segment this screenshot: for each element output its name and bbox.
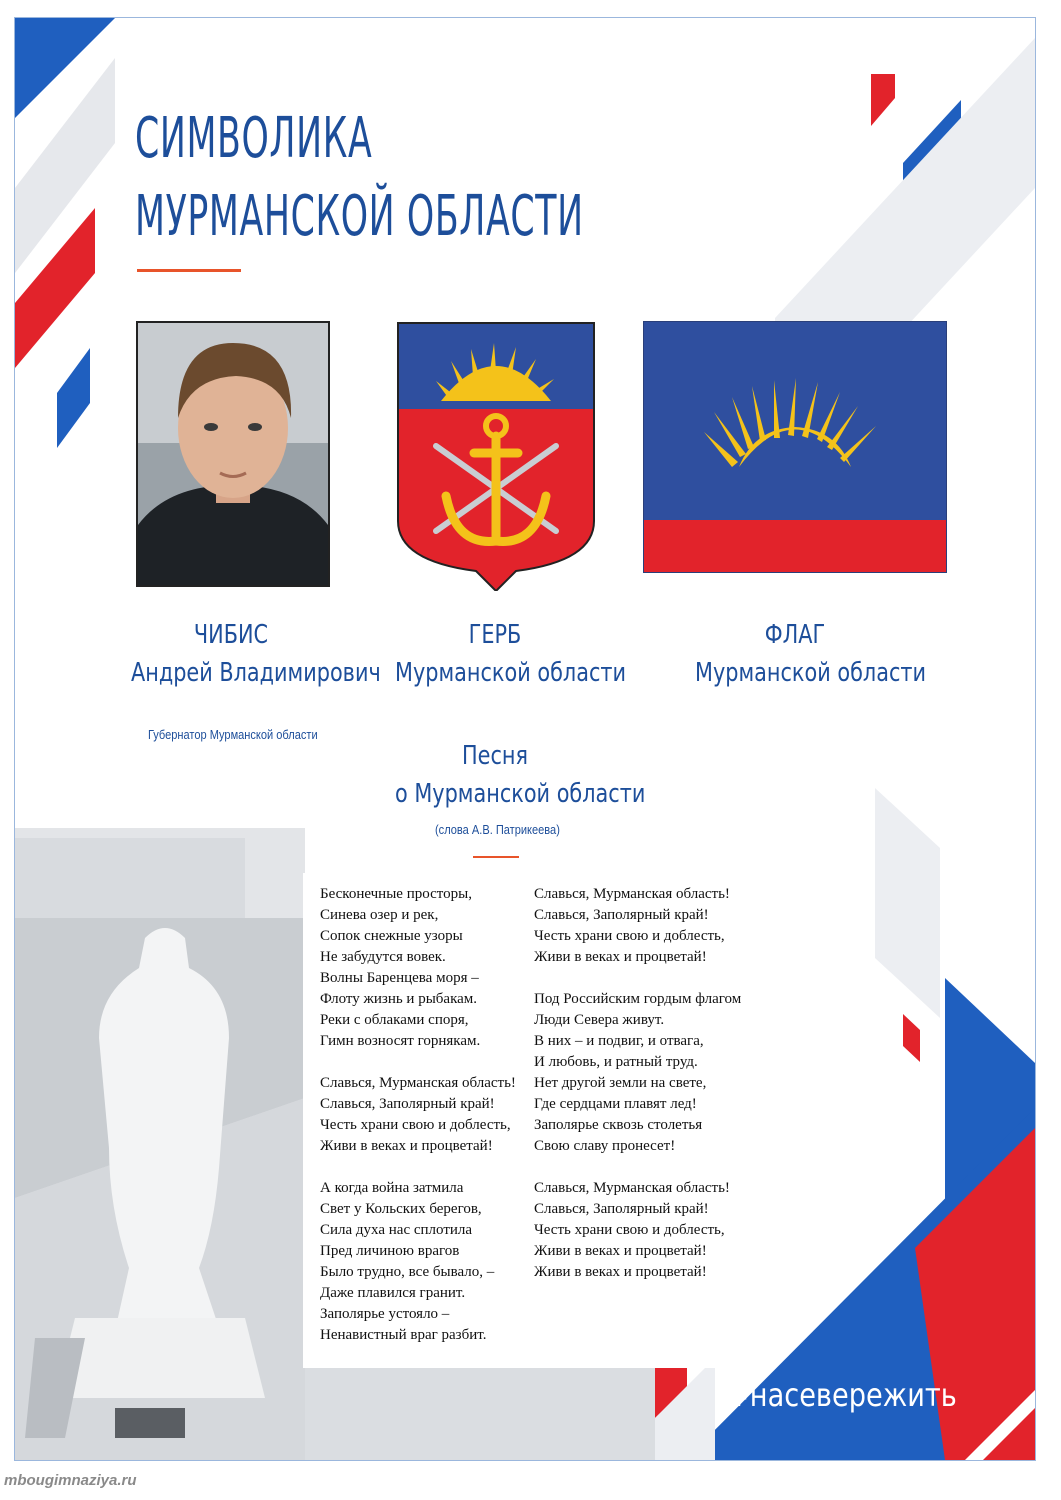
lyric-line: Живи в веках и процветай! — [534, 949, 707, 965]
lyric-line: Славься, Мурманская область! — [534, 1180, 730, 1196]
song-underline — [473, 856, 519, 858]
lyric-line: Честь храни свою и доблесть, — [534, 1222, 725, 1238]
lyric-line: Даже плавился гранит. — [320, 1285, 466, 1301]
title-line-2: МУРМАНСКОЙ ОБЛАСТИ — [135, 184, 584, 249]
coat-of-arms-caption — [370, 616, 627, 692]
lyric-line: Ненавистный враг разбит. — [320, 1327, 487, 1343]
region-flag — [643, 321, 947, 573]
lyric-line: Славься, Заполярный край! — [534, 1201, 709, 1217]
lyrics-chorus — [534, 884, 741, 968]
lyric-line: Живи в веках и процветай! — [320, 1138, 493, 1154]
watermark: mbougimnaziya.ru — [4, 1472, 137, 1489]
governor-surname: ЧИБИС — [193, 620, 269, 650]
governor-role: Губернатор Мурманской области — [148, 727, 318, 742]
song-title-line-1: Песня — [462, 741, 528, 771]
lyric-line: Где сердцами плавят лед! — [534, 1096, 697, 1112]
coat-of-arms — [396, 321, 596, 591]
lyric-line: Славься, Мурманская область! — [534, 886, 730, 902]
coat-of-arms-image — [396, 321, 596, 591]
lyric-line: И любовь, и ратный труд. — [534, 1054, 698, 1070]
lyrics-chorus — [320, 1073, 516, 1157]
portrait-image — [138, 323, 328, 585]
hashtag: #насевережить — [727, 1376, 957, 1414]
page-title — [135, 100, 584, 256]
lyric-line: Честь храни свою и доблесть, — [320, 1117, 511, 1133]
lyric-line: Честь храни свою и доблесть, — [534, 928, 725, 944]
lyric-line: Живи в веках и процветай! — [534, 1264, 707, 1280]
song-title — [370, 737, 646, 813]
flag-subtitle: Мурманской области — [695, 658, 927, 688]
flag-image — [644, 322, 946, 572]
coat-of-arms-subtitle: Мурманской области — [395, 658, 627, 688]
lyric-line: Свою славу пронесет! — [534, 1138, 676, 1154]
lyrics-column-1 — [320, 884, 516, 1367]
poster — [14, 17, 1036, 1461]
lyric-line: Славься, Мурманская область! — [320, 1075, 516, 1091]
song-credit: (слова А.В. Патрикеева) — [435, 822, 560, 837]
lyrics-verse — [534, 989, 741, 1157]
lyric-line: Люди Севера живут. — [534, 1012, 665, 1028]
lyric-line: Славься, Заполярный край! — [534, 907, 709, 923]
lyric-line: Под Российским гордым флагом — [534, 991, 742, 1007]
lyric-line: Бесконечные просторы, — [320, 886, 472, 902]
lyric-line: Синева озер и рек, — [320, 907, 439, 923]
lyric-line: Нет другой земли на свете, — [534, 1075, 707, 1091]
lyric-line: А когда война затмила — [320, 1180, 464, 1196]
title-underline — [137, 269, 241, 272]
lyrics-chorus — [534, 1178, 741, 1283]
lyric-line: Свет у Кольских берегов, — [320, 1201, 482, 1217]
lyric-line: Заполярье устояло – — [320, 1306, 450, 1322]
lyric-line: Сила духа нас сплотила — [320, 1222, 473, 1238]
lyric-line: Волны Баренцева моря – — [320, 970, 479, 986]
title-line-1: СИМВОЛИКА — [135, 106, 373, 171]
coat-of-arms-title: ГЕРБ — [468, 620, 522, 650]
lyric-line: Пред личиною врагов — [320, 1243, 460, 1259]
lyric-line: Заполярье сквозь столетья — [534, 1117, 703, 1133]
lyrics-verse — [320, 1178, 516, 1346]
governor-caption — [106, 616, 381, 692]
lyric-line: В них – и подвиг, и отвага, — [534, 1033, 704, 1049]
lyrics-column-2 — [534, 884, 741, 1304]
flag-caption — [670, 616, 927, 692]
lyric-line: Реки с облаками споря, — [320, 1012, 469, 1028]
lyric-line: Славься, Заполярный край! — [320, 1096, 495, 1112]
lyric-line: Было трудно, все бывало, – — [320, 1264, 495, 1280]
lyric-line: Гимн возносят горнякам. — [320, 1033, 481, 1049]
governor-name: Андрей Владимирович — [131, 658, 381, 688]
lyric-line: Флоту жизнь и рыбакам. — [320, 991, 478, 1007]
flag-title: ФЛАГ — [764, 620, 826, 650]
governor-photo — [136, 321, 330, 587]
song-title-line-2: о Мурманской области — [395, 779, 646, 809]
lyric-line: Живи в веках и процветай! — [534, 1243, 707, 1259]
lyric-line: Сопок снежные узоры — [320, 928, 463, 944]
lyric-line: Не забудутся вовек. — [320, 949, 446, 965]
lyrics-verse — [320, 884, 516, 1052]
